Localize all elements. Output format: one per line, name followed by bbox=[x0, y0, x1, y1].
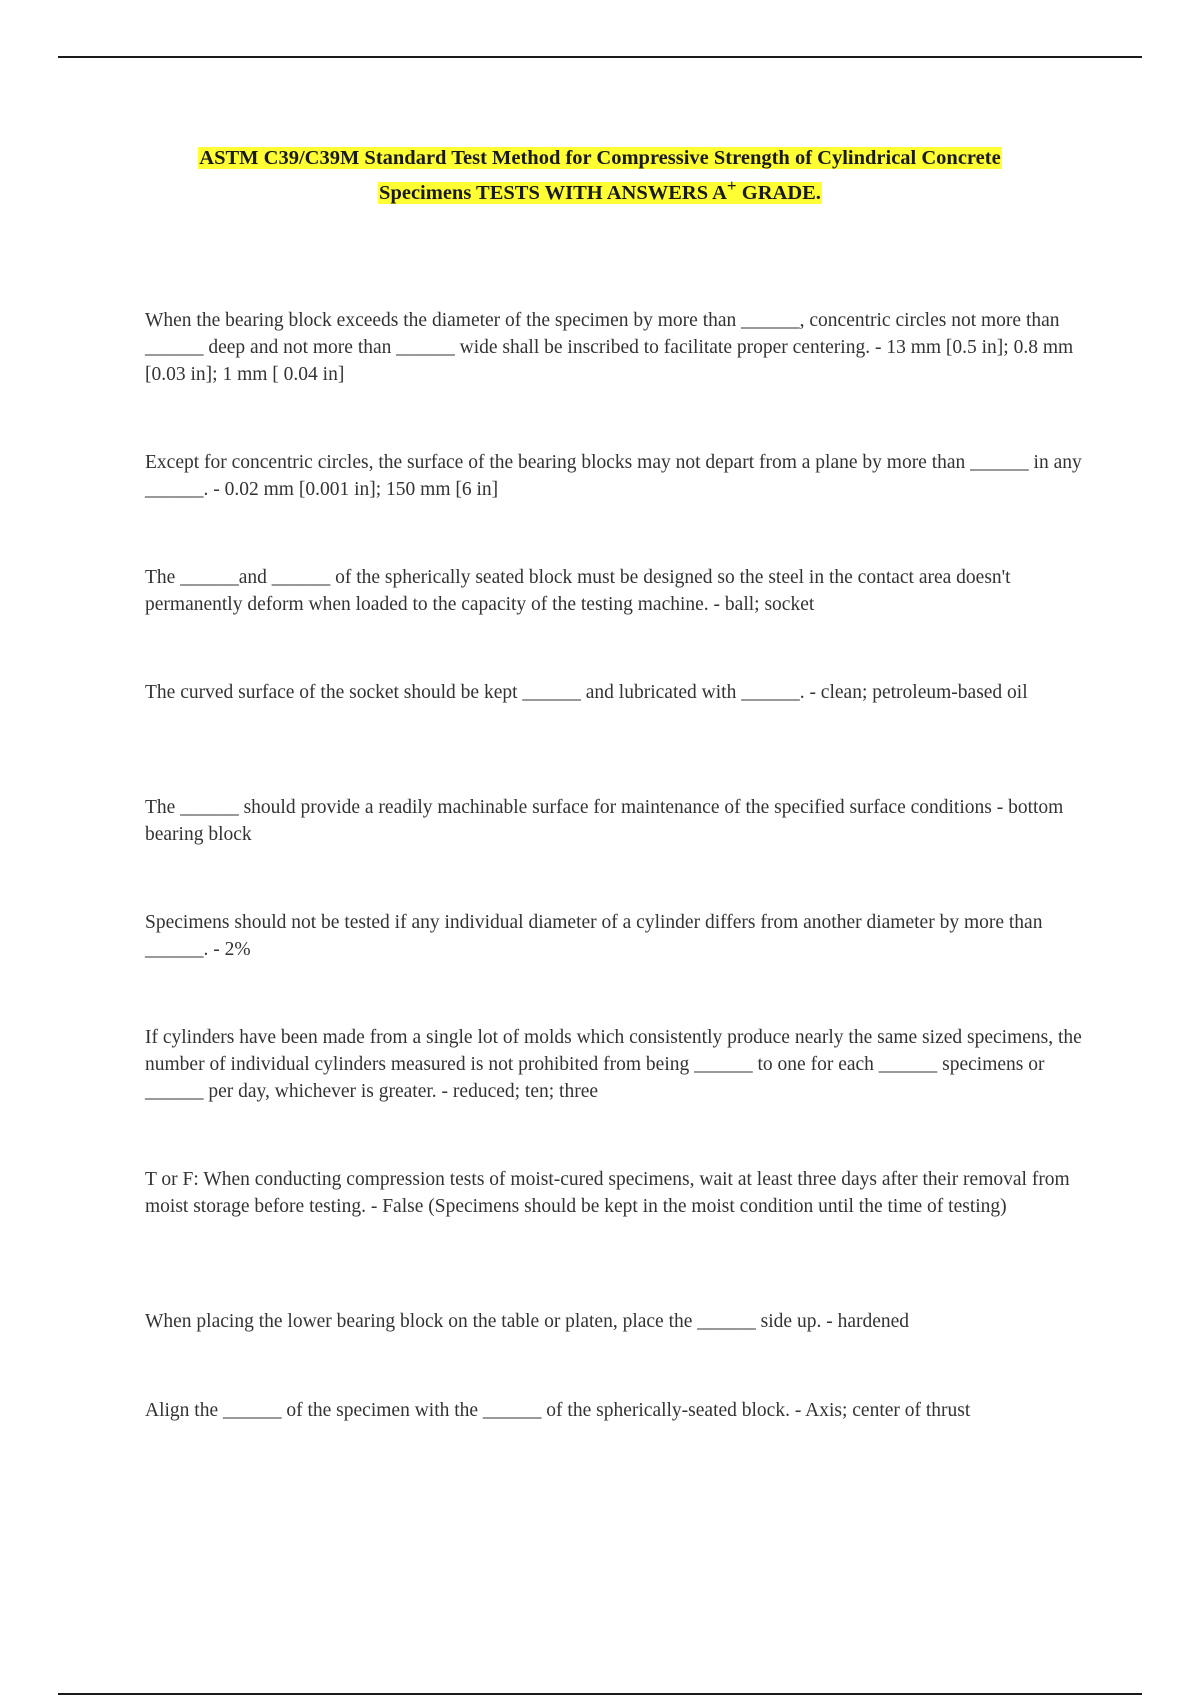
title-grade-plus: + bbox=[726, 176, 737, 195]
question-item: Specimens should not be tested if any individual diameter of a cylinder differs from another diameter by more than ______. - 2% bbox=[145, 912, 1043, 960]
question-item: The ______ should provide a readily machinable surface for maintenance of the specified surface conditions - bottom bearing block bbox=[145, 797, 1064, 845]
question-item: T or F: When conducting compression tests of moist-cured specimens, wait at least three days after their removal from moist storage before testing. - False (Specimens should be kept in the moist condition until the time of testing) bbox=[145, 1169, 1070, 1217]
title-line-1: ASTM C39/C39M Standard Test Method for Compressive Strength of Cylindrical Concrete bbox=[199, 147, 1001, 169]
question-item: If cylinders have been made from a single lot of molds which consistently produce nearly the same sized specimens, the number of individual cylinders measured is not prohibited from being ______ to one for each ______ specimens or ______ per day, whichever is greater. - reduced; ten; three bbox=[145, 1027, 1082, 1102]
question-item: When placing the lower bearing block on the table or platen, place the ______ side up. - hardened bbox=[145, 1311, 910, 1332]
page-title bbox=[120, 144, 1080, 207]
title-highlight bbox=[198, 147, 1001, 204]
question-item: Align the ______ of the specimen with the ______ of the spherically-seated block. - Axis; center of thrust bbox=[145, 1400, 971, 1421]
question-item: When the bearing block exceeds the diameter of the specimen by more than ______, concentric circles not more than ______ deep and not more than ______ wide shall be inscribed to facilitate proper centering. - 13 mm [0.5 in]; 0.8 mm [0.03 in]; 1 mm [ 0.04 in] bbox=[145, 310, 1074, 385]
question-item: Except for concentric circles, the surface of the bearing blocks may not depart from a plane by more than ______ in any ______. - 0.02 mm [0.001 in]; 150 mm [6 in] bbox=[145, 452, 1082, 500]
title-line-2: Specimens TESTS WITH ANSWERS A bbox=[379, 181, 727, 204]
question-item: The ______and ______ of the spherically seated block must be designed so the steel in the contact area doesn't permanently deform when loaded to the capacity of the testing machine. - ball; socket bbox=[145, 567, 1011, 615]
question-item: The curved surface of the socket should be kept ______ and lubricated with ______. - clean; petroleum-based oil bbox=[145, 682, 1028, 703]
title-line-2-end: GRADE. bbox=[736, 181, 821, 204]
bottom-rule bbox=[58, 1693, 1142, 1695]
top-rule bbox=[58, 56, 1142, 58]
